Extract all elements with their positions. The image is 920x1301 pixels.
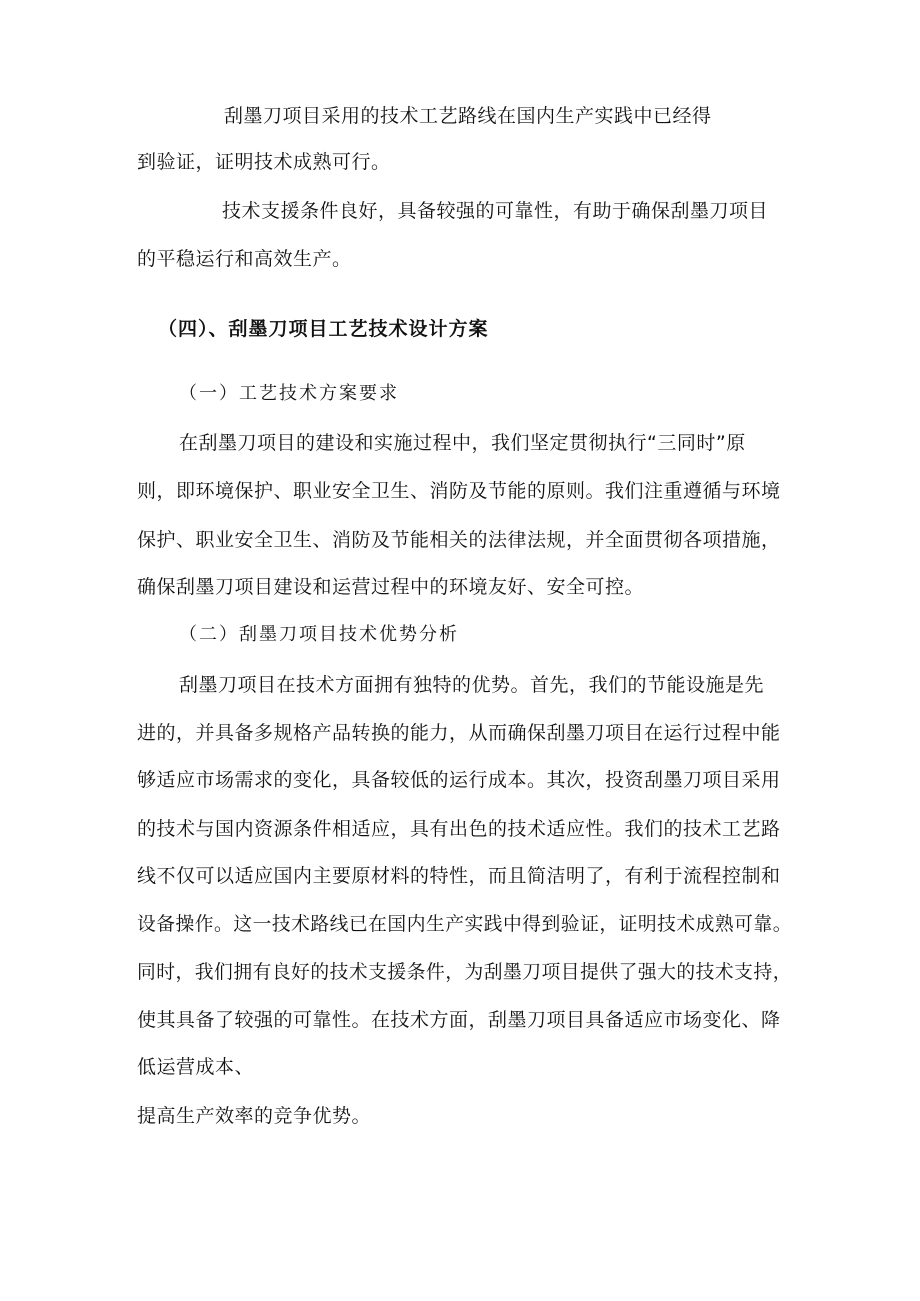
subsection-2-line: 进的，并具备多规格产品转换的能力，从而确保刮墨刀项目在运行过程中能 <box>137 722 781 744</box>
subsection-2-line: 够适应市场需求的变化，具备较低的运行成本。其次，投资刮墨刀项目采用 <box>137 769 781 791</box>
subsection-2-line: 同时，我们拥有良好的技术支援条件，为刮墨刀项目提供了强大的技术支持， <box>137 961 792 983</box>
subsection-2-line: 提高生产效率的竞争优势。 <box>137 1105 372 1127</box>
subsection-1-line: 保护、职业安全卫生、消防及节能相关的法律法规，并全面贯彻各项措施， <box>137 529 781 551</box>
subsection-2-title: （二）刮墨刀项目技术优势分析 <box>179 624 459 645</box>
paragraph-1-line-2: 到验证，证明技术成熟可行。 <box>137 151 391 173</box>
subsection-1-title: （一）工艺技术方案要求 <box>179 383 399 404</box>
subsection-2-line: 的技术与国内资源条件相适应，具有出色的技术适应性。我们的技术工艺路 <box>137 818 781 840</box>
subsection-2-line: 使其具备了较强的可靠性。在技术方面，刮墨刀项目具备适应市场变化、降 <box>137 1009 781 1031</box>
subsection-1-line: 则，即环境保护、职业安全卫生、消防及节能的原则。我们注重遵循与环境 <box>137 480 781 502</box>
subsection-2-line: 设备操作。这一技术路线已在国内生产实践中得到验证，证明技术成熟可靠。 <box>137 913 792 935</box>
subsection-2-line: 线不仅可以适应国内主要原材料的特性，而且简洁明了，有利于流程控制和 <box>137 865 781 887</box>
paragraph-1-line-1: 刮墨刀项目采用的技术工艺路线在国内生产实践中已经得 <box>224 105 712 127</box>
subsection-2-line: 刮墨刀项目在技术方面拥有独特的优势。首先，我们的节能设施是先 <box>179 674 765 696</box>
subsection-1-line: 在刮墨刀项目的建设和实施过程中，我们坚定贯彻执行“三同时”原 <box>179 432 746 454</box>
subsection-2-line: 低运营成本、 <box>137 1056 255 1078</box>
paragraph-2-line-2: 的平稳运行和高效生产。 <box>137 248 352 270</box>
subsection-1-line: 确保刮墨刀项目建设和运营过程中的环境友好、安全可控。 <box>137 576 645 598</box>
section-heading: （四）、刮墨刀项目工艺技术设计方案 <box>158 318 489 340</box>
paragraph-2-line-1: 技术支援条件良好，具备较强的可靠性，有助于确保刮墨刀项目 <box>222 200 769 222</box>
